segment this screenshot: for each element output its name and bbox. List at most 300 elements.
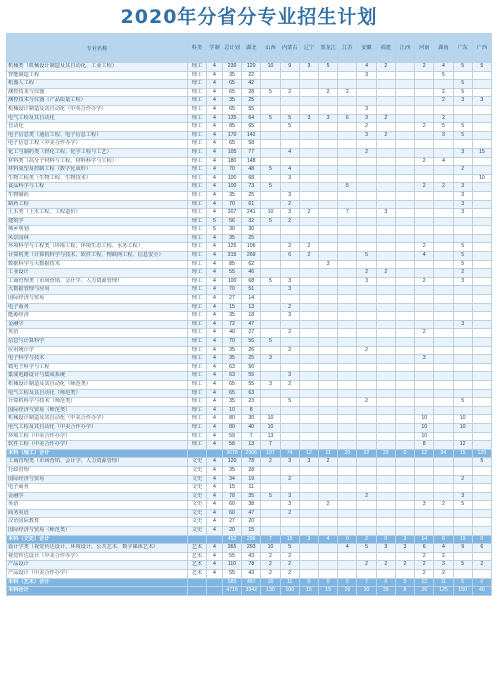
table-cell bbox=[376, 286, 395, 295]
table-cell bbox=[415, 200, 434, 209]
table-cell bbox=[453, 552, 472, 561]
table-cell bbox=[357, 88, 376, 97]
table-cell bbox=[395, 423, 414, 432]
table-cell: 4 bbox=[207, 484, 223, 493]
table-cell: 2 bbox=[280, 561, 299, 570]
table-cell bbox=[415, 363, 434, 372]
table-cell: 10 bbox=[222, 406, 241, 415]
table-cell: 2 bbox=[319, 88, 338, 97]
table-cell: 293 bbox=[242, 544, 261, 553]
column-header: 内蒙古 bbox=[280, 34, 299, 63]
table-cell bbox=[434, 432, 453, 441]
table-cell bbox=[338, 71, 357, 80]
table-cell bbox=[434, 277, 453, 286]
table-cell bbox=[338, 286, 357, 295]
table-cell bbox=[357, 363, 376, 372]
table-cell bbox=[357, 157, 376, 166]
table-cell: 35 bbox=[222, 466, 241, 475]
table-cell: 3 bbox=[453, 191, 472, 200]
table-row bbox=[7, 458, 492, 467]
table-cell: 107 bbox=[261, 449, 280, 458]
table-cell bbox=[299, 174, 318, 183]
table-cell bbox=[261, 71, 280, 80]
table-cell bbox=[299, 88, 318, 97]
table-cell bbox=[376, 312, 395, 321]
table-cell: 43 bbox=[242, 570, 261, 579]
table-cell bbox=[187, 587, 206, 596]
table-cell bbox=[319, 183, 338, 192]
table-cell: 文史 bbox=[187, 527, 206, 536]
table-cell bbox=[280, 183, 299, 192]
table-row bbox=[7, 105, 492, 114]
table-cell: 3 bbox=[357, 71, 376, 80]
table-cell: 文史 bbox=[187, 492, 206, 501]
table-cell: 3 bbox=[357, 105, 376, 114]
table-cell: 4 bbox=[207, 80, 223, 89]
table-cell bbox=[357, 338, 376, 347]
table-cell bbox=[299, 303, 318, 312]
table-cell bbox=[453, 295, 472, 304]
table-cell bbox=[434, 217, 453, 226]
table-cell: 理工 bbox=[187, 243, 206, 252]
table-cell bbox=[338, 509, 357, 518]
table-cell bbox=[319, 509, 338, 518]
table-cell: 6 bbox=[472, 544, 491, 553]
major-name-cell: 计算机科学与技术（师范类） bbox=[7, 398, 188, 407]
table-cell: 4 bbox=[280, 166, 299, 175]
table-cell bbox=[434, 243, 453, 252]
table-cell bbox=[472, 389, 491, 398]
table-cell: 3 bbox=[376, 209, 395, 218]
table-row bbox=[7, 191, 492, 200]
table-row bbox=[7, 484, 492, 493]
table-cell: 3 bbox=[415, 501, 434, 510]
table-cell: 2 bbox=[280, 346, 299, 355]
table-cell bbox=[357, 475, 376, 484]
table-cell: 2 bbox=[434, 570, 453, 579]
table-cell: 5 bbox=[453, 252, 472, 261]
table-cell: 5 bbox=[261, 166, 280, 175]
table-cell: 2 bbox=[376, 114, 395, 123]
table-cell: 理工 bbox=[187, 329, 206, 338]
table-cell bbox=[299, 140, 318, 149]
table-cell bbox=[434, 140, 453, 149]
table-cell bbox=[261, 484, 280, 493]
table-cell bbox=[357, 552, 376, 561]
table-cell bbox=[376, 97, 395, 106]
major-name-cell: 电子信息工程（中美合作办学） bbox=[7, 140, 188, 149]
column-header: 专业名称 bbox=[7, 34, 188, 63]
table-cell: 180 bbox=[222, 157, 241, 166]
table-cell bbox=[453, 372, 472, 381]
table-cell: 4 bbox=[207, 131, 223, 140]
table-cell bbox=[338, 140, 357, 149]
table-cell: 64 bbox=[242, 114, 261, 123]
table-cell: 60 bbox=[222, 509, 241, 518]
table-row bbox=[7, 329, 492, 338]
table-cell bbox=[299, 260, 318, 269]
table-body bbox=[7, 63, 492, 596]
table-cell bbox=[357, 509, 376, 518]
table-cell bbox=[415, 131, 434, 140]
table-cell bbox=[319, 355, 338, 364]
table-cell: 理工 bbox=[187, 209, 206, 218]
table-cell bbox=[299, 329, 318, 338]
table-cell: 2 bbox=[280, 88, 299, 97]
table-cell: 39 bbox=[376, 587, 395, 596]
table-cell bbox=[261, 148, 280, 157]
table-row bbox=[7, 234, 492, 243]
table-cell bbox=[434, 226, 453, 235]
major-name-cell: 电气工程及其自动化（中美合作办学） bbox=[7, 423, 188, 432]
table-cell bbox=[415, 209, 434, 218]
table-cell: 4 bbox=[207, 570, 223, 579]
table-cell bbox=[319, 243, 338, 252]
table-cell bbox=[338, 157, 357, 166]
table-cell: 4 bbox=[207, 123, 223, 132]
table-cell: 理工 bbox=[187, 166, 206, 175]
table-cell bbox=[338, 501, 357, 510]
table-cell: 26 bbox=[338, 587, 357, 596]
table-cell bbox=[319, 97, 338, 106]
table-cell: 70 bbox=[222, 166, 241, 175]
table-cell bbox=[472, 552, 491, 561]
table-cell: 4 bbox=[434, 544, 453, 553]
table-cell: 23 bbox=[242, 398, 261, 407]
major-name-cell: 机器人工程 bbox=[7, 80, 188, 89]
table-cell bbox=[472, 475, 491, 484]
table-cell bbox=[280, 338, 299, 347]
table-cell: 理工 bbox=[187, 277, 206, 286]
table-cell: 文史 bbox=[187, 518, 206, 527]
table-cell: 5 bbox=[261, 114, 280, 123]
major-name-cell: 食品科学与工程 bbox=[7, 183, 188, 192]
table-cell: 3 bbox=[395, 535, 414, 544]
table-cell bbox=[453, 527, 472, 536]
table-cell bbox=[338, 320, 357, 329]
table-cell bbox=[395, 406, 414, 415]
table-cell bbox=[261, 312, 280, 321]
table-cell: 理工 bbox=[187, 380, 206, 389]
table-cell: 2 bbox=[415, 243, 434, 252]
table-cell: 27 bbox=[242, 329, 261, 338]
table-cell bbox=[338, 380, 357, 389]
table-cell: 2 bbox=[338, 88, 357, 97]
table-cell bbox=[280, 432, 299, 441]
table-cell bbox=[376, 303, 395, 312]
table-total-row bbox=[7, 449, 492, 458]
table-cell: 理工 bbox=[187, 105, 206, 114]
table-cell bbox=[472, 226, 491, 235]
table-cell bbox=[299, 295, 318, 304]
column-header: 黑龙江 bbox=[319, 34, 338, 63]
table-row bbox=[7, 320, 492, 329]
table-cell bbox=[395, 295, 414, 304]
table-cell bbox=[434, 105, 453, 114]
table-cell bbox=[299, 372, 318, 381]
table-cell bbox=[453, 226, 472, 235]
table-cell bbox=[357, 466, 376, 475]
column-header: 广东 bbox=[453, 34, 472, 63]
table-row bbox=[7, 71, 492, 80]
table-cell bbox=[299, 200, 318, 209]
table-cell: 135 bbox=[222, 114, 241, 123]
table-cell: 7 bbox=[357, 578, 376, 587]
table-cell: 2 bbox=[280, 200, 299, 209]
table-cell bbox=[261, 501, 280, 510]
table-cell bbox=[472, 320, 491, 329]
table-cell: 365 bbox=[222, 544, 241, 553]
table-cell bbox=[357, 320, 376, 329]
table-cell bbox=[376, 475, 395, 484]
table-cell: 22 bbox=[242, 71, 261, 80]
table-cell: 文史 bbox=[187, 501, 206, 510]
table-cell bbox=[261, 518, 280, 527]
table-cell bbox=[472, 88, 491, 97]
major-name-cell: 能源经济 bbox=[7, 312, 188, 321]
table-cell bbox=[338, 346, 357, 355]
table-cell: 理工 bbox=[187, 157, 206, 166]
table-total-row bbox=[7, 535, 492, 544]
table-cell bbox=[357, 286, 376, 295]
table-cell: 100 bbox=[222, 277, 241, 286]
table-cell bbox=[299, 423, 318, 432]
table-cell: 63 bbox=[242, 389, 261, 398]
table-cell: 4 bbox=[207, 346, 223, 355]
table-cell: 3 bbox=[453, 320, 472, 329]
table-cell: 理工 bbox=[187, 441, 206, 450]
table-cell bbox=[472, 71, 491, 80]
table-cell bbox=[357, 174, 376, 183]
table-cell: 2 bbox=[415, 123, 434, 132]
table-cell: 4 bbox=[434, 63, 453, 72]
table-cell: 6 bbox=[338, 114, 357, 123]
table-cell bbox=[299, 415, 318, 424]
table-cell bbox=[472, 441, 491, 450]
table-row bbox=[7, 123, 492, 132]
table-cell bbox=[434, 312, 453, 321]
table-cell bbox=[261, 475, 280, 484]
table-cell bbox=[319, 346, 338, 355]
table-cell bbox=[453, 157, 472, 166]
table-cell bbox=[280, 466, 299, 475]
table-cell bbox=[357, 209, 376, 218]
table-cell: 120 bbox=[242, 63, 261, 72]
table-cell: 理工 bbox=[187, 398, 206, 407]
table-cell bbox=[319, 140, 338, 149]
table-cell bbox=[319, 148, 338, 157]
table-cell: 4 bbox=[207, 260, 223, 269]
table-cell bbox=[357, 260, 376, 269]
table-cell bbox=[357, 527, 376, 536]
table-cell bbox=[453, 355, 472, 364]
column-header: 河南 bbox=[415, 34, 434, 63]
table-cell: 5 bbox=[453, 501, 472, 510]
table-row bbox=[7, 63, 492, 72]
table-row bbox=[7, 88, 492, 97]
table-cell bbox=[472, 243, 491, 252]
table-cell: 10 bbox=[261, 544, 280, 553]
table-cell bbox=[280, 131, 299, 140]
table-cell bbox=[376, 484, 395, 493]
table-cell bbox=[338, 475, 357, 484]
table-cell bbox=[357, 484, 376, 493]
table-cell: 26 bbox=[415, 587, 434, 596]
table-cell bbox=[299, 277, 318, 286]
table-cell bbox=[395, 389, 414, 398]
table-cell bbox=[338, 518, 357, 527]
table-cell bbox=[376, 398, 395, 407]
table-cell: 56 bbox=[222, 217, 241, 226]
column-header: 山西 bbox=[261, 34, 280, 63]
table-cell bbox=[434, 389, 453, 398]
table-cell bbox=[280, 269, 299, 278]
table-cell bbox=[299, 398, 318, 407]
table-cell bbox=[376, 389, 395, 398]
table-cell bbox=[472, 423, 491, 432]
table-cell bbox=[453, 518, 472, 527]
table-cell: 2 bbox=[299, 252, 318, 261]
table-cell bbox=[434, 252, 453, 261]
table-cell bbox=[453, 303, 472, 312]
table-cell: 2906 bbox=[242, 449, 261, 458]
table-cell: 10 bbox=[261, 209, 280, 218]
table-cell bbox=[299, 518, 318, 527]
table-row bbox=[7, 492, 492, 501]
table-cell bbox=[472, 527, 491, 536]
table-cell bbox=[299, 217, 318, 226]
table-cell bbox=[472, 80, 491, 89]
table-cell: 47 bbox=[242, 509, 261, 518]
table-cell bbox=[395, 527, 414, 536]
table-cell: 4 bbox=[357, 63, 376, 72]
table-cell: 2 bbox=[280, 243, 299, 252]
table-cell: 4 bbox=[338, 544, 357, 553]
table-cell bbox=[415, 484, 434, 493]
table-row bbox=[7, 475, 492, 484]
table-cell: 2 bbox=[434, 183, 453, 192]
table-cell bbox=[376, 243, 395, 252]
table-cell bbox=[319, 295, 338, 304]
table-cell bbox=[415, 191, 434, 200]
table-cell bbox=[395, 166, 414, 175]
major-name-cell: 制药工程 bbox=[7, 200, 188, 209]
table-cell: 5 bbox=[261, 217, 280, 226]
table-cell: 78 bbox=[242, 458, 261, 467]
table-cell bbox=[376, 415, 395, 424]
table-cell: 3 bbox=[453, 97, 472, 106]
table-cell: 3 bbox=[395, 544, 414, 553]
table-cell: 296 bbox=[242, 535, 261, 544]
table-cell: 19 bbox=[242, 475, 261, 484]
table-cell: 5 bbox=[453, 398, 472, 407]
table-cell bbox=[453, 114, 472, 123]
table-cell bbox=[319, 389, 338, 398]
table-cell bbox=[434, 380, 453, 389]
table-cell bbox=[472, 166, 491, 175]
table-cell: 10 bbox=[261, 415, 280, 424]
table-cell: 65 bbox=[222, 380, 241, 389]
table-cell bbox=[261, 200, 280, 209]
table-cell: 4 bbox=[207, 320, 223, 329]
table-cell bbox=[338, 277, 357, 286]
table-cell bbox=[319, 252, 338, 261]
table-cell bbox=[434, 518, 453, 527]
table-cell: 理工 bbox=[187, 148, 206, 157]
table-cell: 5 bbox=[338, 183, 357, 192]
table-cell: 27 bbox=[222, 518, 241, 527]
table-cell bbox=[376, 295, 395, 304]
table-cell bbox=[395, 226, 414, 235]
table-cell: 2 bbox=[415, 552, 434, 561]
column-header: 福建 bbox=[376, 34, 395, 63]
table-cell bbox=[453, 509, 472, 518]
table-cell: 55 bbox=[222, 570, 241, 579]
table-cell: 4 bbox=[207, 277, 223, 286]
table-cell bbox=[207, 587, 223, 596]
table-cell bbox=[357, 570, 376, 579]
table-cell bbox=[395, 269, 414, 278]
table-cell bbox=[376, 166, 395, 175]
table-cell: 4 bbox=[434, 157, 453, 166]
table-cell bbox=[261, 269, 280, 278]
table-cell bbox=[472, 372, 491, 381]
table-cell: 4 bbox=[207, 380, 223, 389]
table-cell: 73 bbox=[242, 183, 261, 192]
page-title: 2020年分省分专业招生计划 bbox=[120, 6, 378, 28]
table-cell: 理工 bbox=[187, 114, 206, 123]
table-cell bbox=[357, 243, 376, 252]
table-cell: 6 bbox=[280, 252, 299, 261]
table-cell bbox=[261, 105, 280, 114]
major-name-cell: 产品设计 bbox=[7, 561, 188, 570]
table-cell: 4 bbox=[207, 286, 223, 295]
table-cell: 3 bbox=[299, 535, 318, 544]
table-cell: 80 bbox=[222, 415, 241, 424]
table-cell bbox=[453, 105, 472, 114]
table-cell: 2 bbox=[280, 475, 299, 484]
table-cell bbox=[261, 226, 280, 235]
table-cell: 32 bbox=[242, 217, 261, 226]
table-cell: 65 bbox=[242, 123, 261, 132]
table-cell: 4 bbox=[207, 561, 223, 570]
table-cell bbox=[357, 380, 376, 389]
table-cell: 4 bbox=[207, 88, 223, 97]
table-cell bbox=[319, 166, 338, 175]
table-cell bbox=[472, 406, 491, 415]
table-cell bbox=[395, 458, 414, 467]
table-cell: 6 bbox=[434, 535, 453, 544]
table-cell: 5 bbox=[453, 80, 472, 89]
major-name-cell: 土木类（土木工程、工程造价） bbox=[7, 209, 188, 218]
table-cell bbox=[319, 80, 338, 89]
table-cell bbox=[472, 329, 491, 338]
major-name-cell: 测控技术与仪器 bbox=[7, 88, 188, 97]
table-cell bbox=[415, 217, 434, 226]
table-cell bbox=[434, 415, 453, 424]
table-cell: 4 bbox=[207, 191, 223, 200]
table-cell: 18 bbox=[242, 312, 261, 321]
table-cell bbox=[280, 355, 299, 364]
table-cell: 3 bbox=[472, 97, 491, 106]
table-cell: 5 bbox=[453, 131, 472, 140]
table-cell: 12 bbox=[415, 578, 434, 587]
table-cell bbox=[357, 226, 376, 235]
table-cell bbox=[338, 97, 357, 106]
table-row bbox=[7, 501, 492, 510]
table-cell bbox=[434, 458, 453, 467]
table-cell: 58 bbox=[222, 441, 241, 450]
